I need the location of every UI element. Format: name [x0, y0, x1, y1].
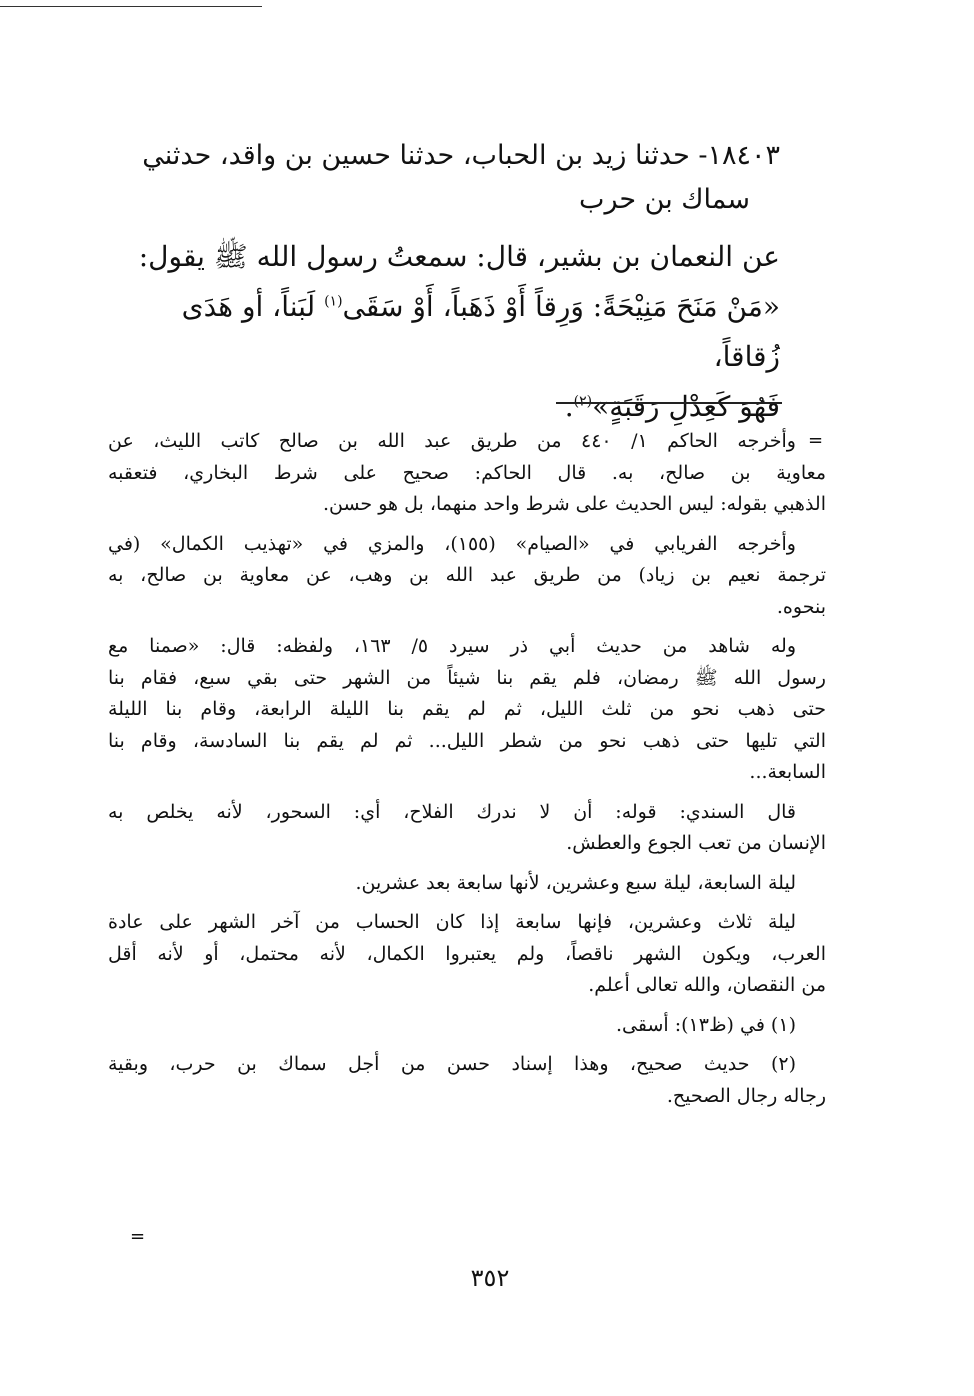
matn-line-3 — [108, 382, 780, 432]
matn-line-3-text-b: . — [564, 390, 574, 423]
footnote-line: (١) في (ظ١٣): أسقى. — [615, 1013, 796, 1036]
continuation-marker-bottom: = — [130, 1226, 146, 1247]
footnote-line: رسول الله ﷺ رمضان، فلم يقم بنا شيئاً من الشهر حتى بقي سبع، فقام بنا — [108, 666, 826, 689]
footnote-line: وأخرجه الحاكم ١/ ٤٤٠ من طريق عبد الله بن صالح كاتب الليث، عن — [108, 430, 796, 452]
footnote-line: قال السندي: قوله: أن لا ندرك الفلاح، أي: السحور، لأنه يخلص به — [108, 800, 796, 823]
footnote-line: وأخرجه الفريابي في «الصيام» (١٥٥)، والمزي في «تهذيب الكمال» (في — [108, 532, 796, 555]
footnote-paragraph-1 — [108, 426, 826, 521]
matn-line-1: عن النعمان بن بشير، قال: سمعتُ رسول الله ﷺ يقول: — [138, 240, 780, 273]
continuation-marker-top: = — [808, 430, 824, 451]
top-scan-rule — [0, 6, 262, 7]
matn-line-2-text-b: لَبَناً، أو هَدَى زُقاقاً، — [181, 290, 780, 373]
footnote-line: حتى ذهب نحو من ثلث الليل، ثم لم يقم بنا الليلة الرابعة، وقام بنا الليلة — [108, 698, 826, 720]
footnote-line: الذهبي بقوله: ليس الحديث على شرط واحد منهما، بل هو حسن. — [322, 493, 826, 515]
footnote-paragraph-4 — [108, 797, 826, 860]
hadith-isnad — [108, 134, 780, 222]
footnote-line: من النقصان، والله تعالى أعلم. — [588, 974, 826, 996]
footnote-paragraph-6 — [108, 907, 826, 1002]
footnote-note-2 — [108, 1049, 826, 1112]
footnote-separator — [556, 402, 782, 404]
footnote-paragraph-2 — [108, 529, 826, 624]
page-number: ٣٥٢ — [470, 1264, 510, 1292]
footnote-line: ليلة السابعة، ليلة سبع وعشرين، لأنها سابعة بعد عشرين. — [355, 871, 796, 894]
isnad-line-2: سماك بن حرب — [579, 184, 750, 215]
footnotes-section — [108, 426, 826, 1120]
matn-line-2 — [108, 282, 780, 382]
footnote-line: بنحوه. — [776, 595, 826, 618]
footnote-line: الإنسان من تعب الجوع والعطش. — [566, 832, 826, 854]
footnote-line: معاوية بن صالح، به. قال الحاكم: صحيح على شرط البخاري، فتعقبه — [108, 461, 826, 484]
footnote-line: ترجمة نعيم بن زياد) من طريق عبد الله بن وهب، عن معاوية بن صالح، به — [108, 564, 826, 586]
matn-line-2-text-a: «مَنْ مَنَحَ مَنِيْحَةً: وَرِقاً أَوْ ذَهَباً، أَوْ سَقَى — [342, 290, 780, 323]
footnote-line: رجاله رجال الصحيح. — [666, 1084, 826, 1107]
footnote-line: ليلة ثلاث وعشرين، فإنها سابعة إذا كان الحساب من آخر الشهر على عادة — [108, 911, 796, 933]
footnote-note-1 — [108, 1010, 826, 1042]
footnote-paragraph-3 — [108, 631, 826, 789]
footnote-line: وله شاهد من حديث أبي ذر سيرد ٥/ ١٦٣، ولفظه: قال: «صمنا مع — [108, 635, 797, 657]
footnote-paragraph-5 — [108, 868, 826, 900]
isnad-line-1: ١٨٤٠٣- حدثنا زيد بن الحباب، حدثنا حسين بن واقد، حدثني — [142, 140, 780, 171]
footnote-line: السابعة... — [749, 761, 826, 783]
footnote-ref-2[interactable]: (٢) — [573, 393, 593, 410]
footnote-ref-1[interactable]: (١) — [324, 293, 343, 310]
footnote-line: التي تليها حتى ذهب نحو من شطر الليل... ثم لم يقم بنا السادسة، وقام بنا — [108, 729, 826, 752]
footnote-line: (٢) حديث صحيح، وهذا إسناد حسن من أجل سماك بن حرب، وبقية — [108, 1053, 796, 1075]
matn-line-3-text-a: فَهُوَ كَعِدْلِ رَقَبَةٍ» — [592, 390, 780, 423]
footnote-line: العرب، ويكون الشهر ناقصاً، ولم يعتبروا الكمال، لأنه محتمل، أو لأنه أقل — [108, 942, 826, 965]
